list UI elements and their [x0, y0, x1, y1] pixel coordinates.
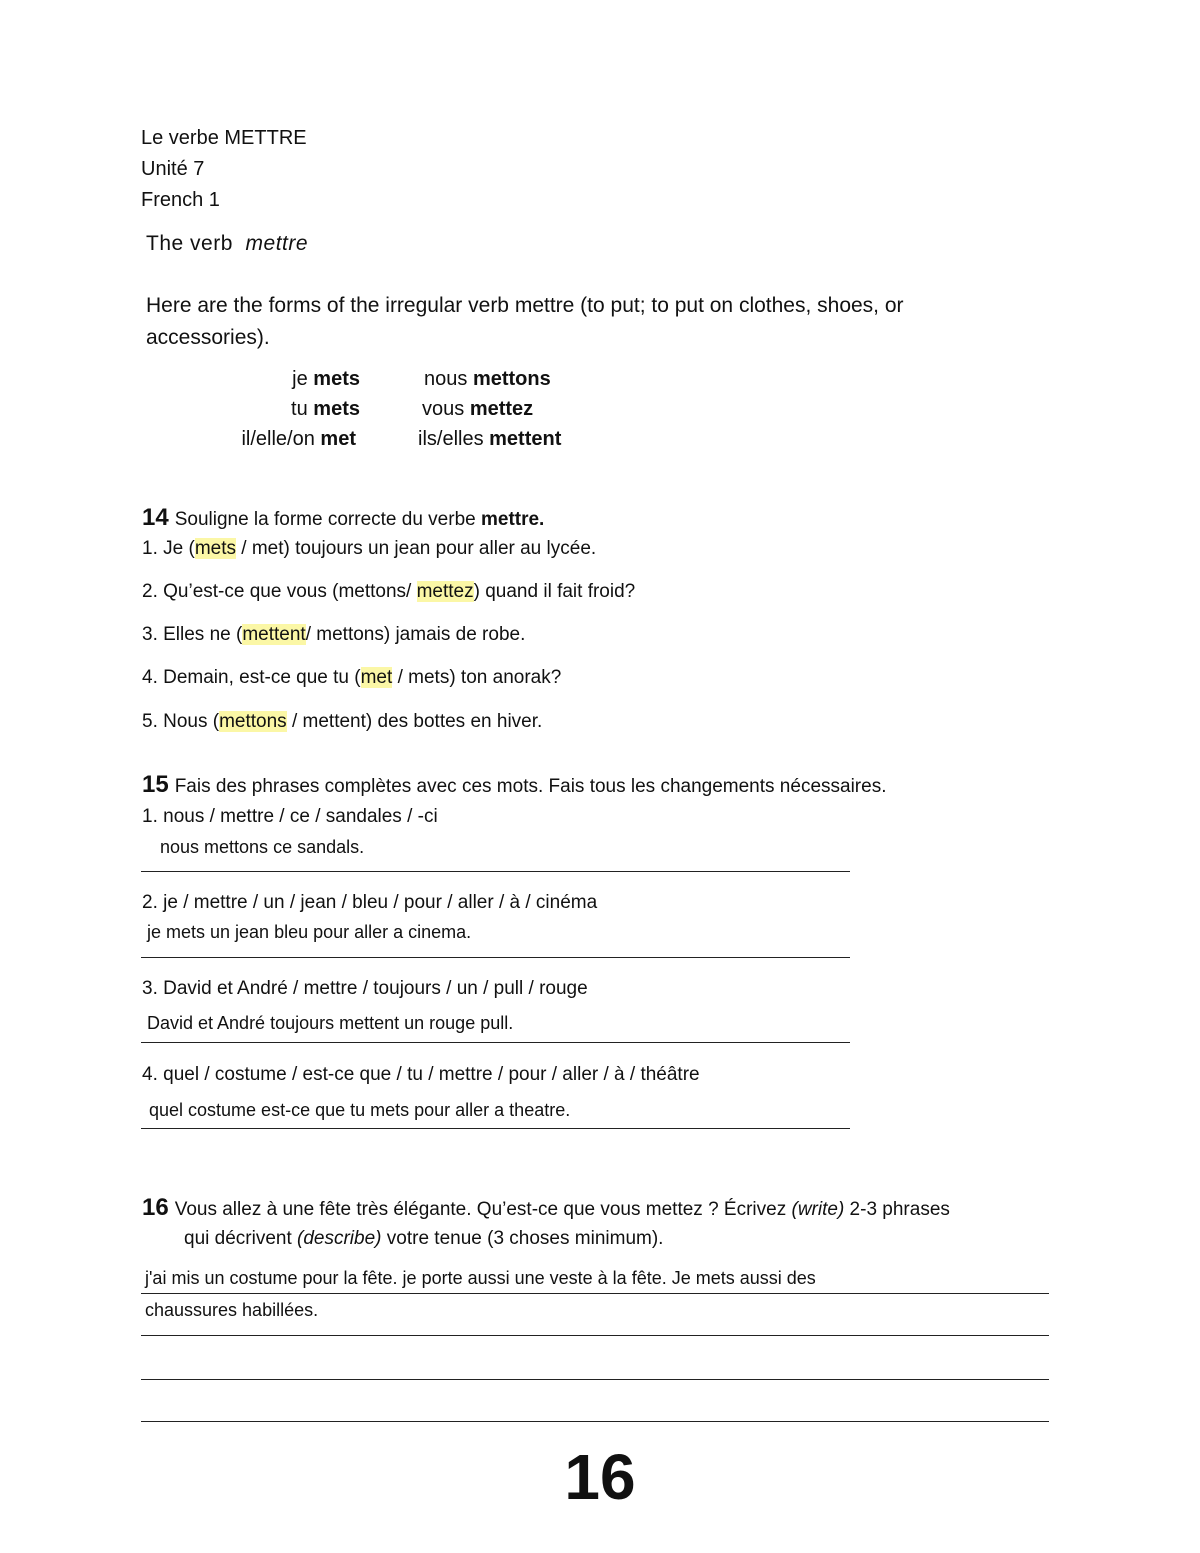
option-b[interactable]: mettent [302, 711, 366, 732]
item-text: ) toujours un jean pour aller au lycée. [283, 538, 597, 559]
option-a[interactable]: met [360, 667, 393, 688]
answer-line [141, 1042, 850, 1043]
separator: / [406, 581, 417, 602]
answer-line [141, 1335, 1049, 1336]
answer-line [141, 1379, 1049, 1380]
item-text: ) quand il fait froid? [473, 581, 636, 602]
instruction-gloss: (write) [791, 1199, 845, 1220]
ex14-item [142, 581, 635, 603]
ex14-item [142, 711, 542, 733]
item-text: 3. Elles ne ( [142, 624, 243, 645]
course-label: French 1 [141, 189, 220, 211]
ex15-answer[interactable]: David et André toujours mettent un rouge pull. [147, 1013, 514, 1033]
exercise-number: 14 [142, 504, 169, 531]
answer-line [141, 871, 850, 872]
ex14-item [142, 624, 525, 646]
unit-label: Unité 7 [141, 158, 205, 180]
answer-line [141, 1293, 1049, 1294]
option-b[interactable]: met [251, 538, 284, 559]
separator: / [305, 624, 317, 645]
exercise-instruction: Fais des phrases complètes avec ces mots. Fais tous les changements nécessaires. [174, 776, 887, 797]
exercise-instruction-bold: mettre. [480, 509, 545, 530]
instruction-gloss: (describe) [297, 1228, 382, 1249]
verb-form: mets [313, 368, 360, 390]
option-b[interactable]: mettez [416, 581, 474, 602]
exercise-14-heading [142, 504, 544, 532]
item-text: 5. Nous ( [142, 711, 220, 732]
item-text: 1. Je ( [142, 538, 195, 559]
ex15-prompt: 1. nous / mettre / ce / sandales / -ci [142, 806, 438, 827]
subtitle-verb: mettre [245, 232, 309, 255]
conjugation-il [241, 428, 356, 451]
item-text: ) jamais de robe. [383, 624, 526, 645]
intro-paragraph: Here are the forms of the irregular verb mettre (to put; to put on clothes, shoes, or accessories). [146, 294, 904, 349]
exercise-15-heading [142, 771, 886, 799]
page-number: 16 [564, 1441, 636, 1513]
ex15-prompt: 2. je / mettre / un / jean / bleu / pour / aller / à / cinéma [142, 892, 598, 913]
option-a[interactable]: mettons [219, 711, 287, 732]
option-a[interactable]: mets [194, 538, 236, 559]
answer-line [141, 1421, 1049, 1422]
instruction-text: qui décrivent [184, 1228, 298, 1249]
ex15-answer[interactable]: quel costume est-ce que tu mets pour aller a theatre. [149, 1100, 571, 1120]
verb-form: mettez [469, 398, 534, 420]
instruction-text: votre tenue (3 choses minimum). [381, 1228, 664, 1249]
instruction-text: Vous allez à une fête très élégante. Qu’est-ce que vous mettez ? Écrivez [174, 1199, 792, 1220]
item-text: ) ton anorak? [449, 667, 562, 688]
ex14-item [142, 538, 596, 560]
pronoun: ils/elles [418, 428, 484, 450]
conjugation-ils [418, 428, 561, 451]
exercise-16-heading [142, 1194, 950, 1222]
separator: / [236, 538, 252, 559]
item-text: 4. Demain, est-ce que tu ( [142, 667, 361, 688]
ex14-item [142, 667, 561, 689]
conjugation-vous [422, 398, 533, 421]
exercise-instruction: Souligne la forme correcte du verbe [174, 509, 476, 530]
exercise-16-heading-line2 [184, 1228, 663, 1250]
document-title: Le verbe METTRE [141, 127, 307, 149]
conjugation-tu [291, 398, 360, 421]
verb-form: met [320, 428, 356, 450]
verb-form: mets [313, 398, 360, 420]
pronoun: nous [424, 368, 468, 390]
verb-form: mettons [472, 368, 551, 390]
conjugation-je [292, 368, 360, 391]
verb-form: mettent [489, 428, 562, 450]
section-subtitle [146, 232, 308, 256]
conjugation-nous [424, 368, 551, 391]
pronoun: je [292, 368, 308, 390]
pronoun: vous [422, 398, 465, 420]
pronoun: il/elle/on [241, 428, 315, 450]
answer-line [141, 1128, 850, 1129]
item-text: 2. Qu’est-ce que vous ( [142, 581, 339, 602]
item-text: ) des bottes en hiver. [365, 711, 543, 732]
pronoun: tu [291, 398, 308, 420]
option-b[interactable]: mets [408, 667, 450, 688]
instruction-text: 2-3 phrases [844, 1199, 950, 1220]
ex15-answer[interactable]: nous mettons ce sandals. [160, 837, 365, 857]
ex15-prompt: 3. David et André / mettre / toujours / un / pull / rouge [142, 978, 588, 999]
ex16-answer-line-1[interactable]: j'ai mis un costume pour la fête. je porte aussi une veste à la fête. Je mets aussi des [145, 1268, 816, 1288]
option-b[interactable]: mettons [316, 624, 384, 645]
ex15-answer[interactable]: je mets un jean bleu pour aller a cinema. [147, 922, 472, 942]
separator: / [286, 711, 303, 732]
option-a[interactable]: mettent [242, 624, 306, 645]
ex15-prompt: 4. quel / costume / est-ce que / tu / mettre / pour / aller / à / théâtre [142, 1064, 700, 1085]
ex16-answer-line-2[interactable]: chaussures habillées. [145, 1300, 319, 1320]
exercise-number: 15 [142, 771, 169, 798]
separator: / [392, 667, 409, 688]
option-a[interactable]: mettons [338, 581, 407, 602]
exercise-number: 16 [142, 1194, 169, 1221]
subtitle-prefix: The verb [146, 232, 233, 255]
answer-line [141, 957, 850, 958]
